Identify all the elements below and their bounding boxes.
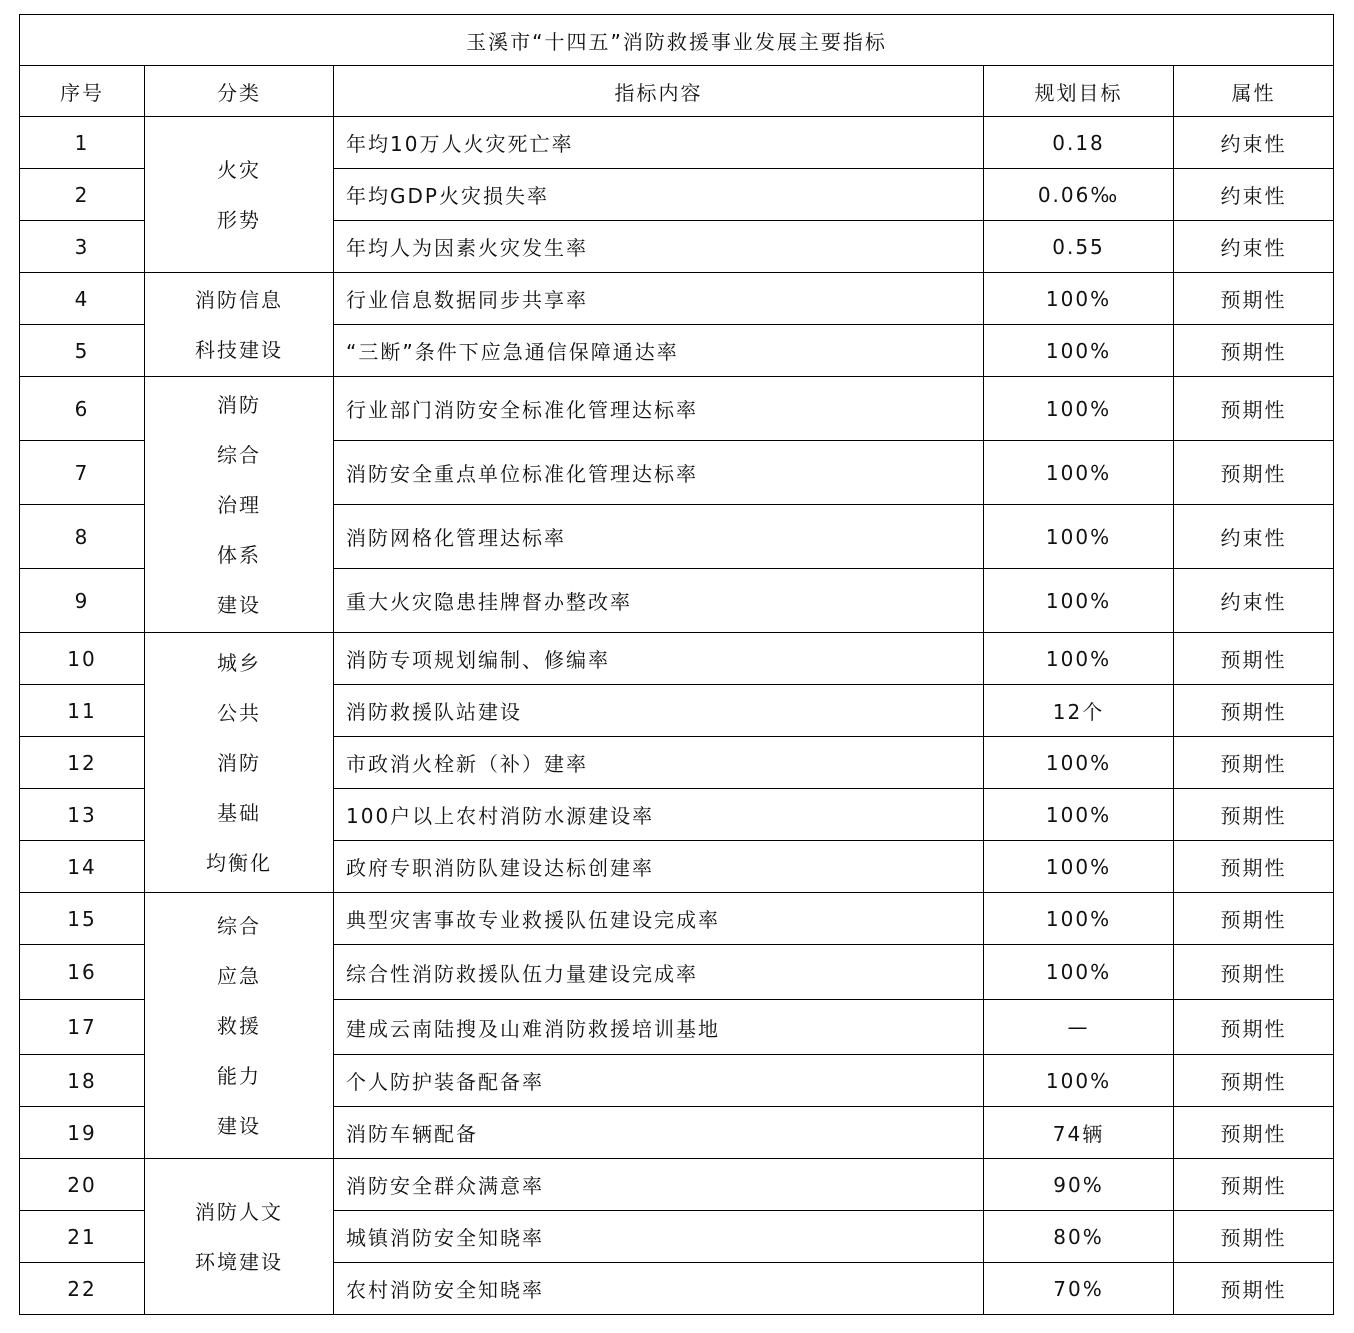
category-label: 救援 — [217, 1013, 261, 1038]
row-target: 100% — [984, 377, 1174, 441]
category-cell — [145, 1159, 334, 1315]
row-content: 建成云南陆搜及山难消防救援培训基地 — [334, 1000, 984, 1055]
category-cell — [145, 273, 334, 377]
category-label: 形势 — [217, 207, 261, 232]
row-target: 12个 — [984, 685, 1174, 737]
row-target: 100% — [984, 893, 1174, 945]
category-cell — [145, 633, 334, 893]
row-target: — — [984, 1000, 1174, 1055]
category-label: 公共 — [217, 700, 261, 725]
category-label: 综合 — [217, 442, 261, 467]
row-content: 100户以上农村消防水源建设率 — [334, 789, 984, 841]
row-seq: 17 — [20, 1000, 145, 1055]
row-attribute: 预期性 — [1174, 1211, 1334, 1263]
row-target: 100% — [984, 737, 1174, 789]
row-attribute: 预期性 — [1174, 789, 1334, 841]
row-content: 消防安全重点单位标准化管理达标率 — [334, 441, 984, 505]
row-attribute: 预期性 — [1174, 685, 1334, 737]
category-label: 科技建设 — [195, 337, 283, 362]
row-seq: 4 — [20, 273, 145, 325]
table-row — [20, 377, 1334, 441]
row-content: 城镇消防安全知晓率 — [334, 1211, 984, 1263]
category-label: 火灾 — [217, 157, 261, 182]
row-target: 74辆 — [984, 1107, 1174, 1159]
row-attribute: 预期性 — [1174, 1263, 1334, 1315]
row-seq: 3 — [20, 221, 145, 273]
row-seq: 9 — [20, 569, 145, 633]
table-row — [20, 633, 1334, 685]
row-content: 综合性消防救援队伍力量建设完成率 — [334, 945, 984, 1000]
category-label: 应急 — [217, 963, 261, 988]
row-seq: 21 — [20, 1211, 145, 1263]
header-category: 分类 — [145, 66, 334, 117]
row-target: 70% — [984, 1263, 1174, 1315]
category-label: 建设 — [217, 592, 261, 617]
table-body — [20, 117, 1334, 1315]
row-seq: 7 — [20, 441, 145, 505]
row-target: 100% — [984, 441, 1174, 505]
row-seq: 20 — [20, 1159, 145, 1211]
row-target: 90% — [984, 1159, 1174, 1211]
row-seq: 22 — [20, 1263, 145, 1315]
category-label: 治理 — [217, 492, 261, 517]
table-row — [20, 117, 1334, 169]
row-target: 100% — [984, 789, 1174, 841]
row-content: 年均人为因素火灾发生率 — [334, 221, 984, 273]
row-attribute: 预期性 — [1174, 841, 1334, 893]
row-seq: 16 — [20, 945, 145, 1000]
row-seq: 2 — [20, 169, 145, 221]
header-content: 指标内容 — [334, 66, 984, 117]
row-attribute: 预期性 — [1174, 1055, 1334, 1107]
category-label: 综合 — [217, 913, 261, 938]
table-row — [20, 893, 1334, 945]
row-attribute: 预期性 — [1174, 633, 1334, 685]
category-label: 均衡化 — [206, 850, 272, 875]
category-label: 体系 — [217, 542, 261, 567]
row-content: 政府专职消防队建设达标创建率 — [334, 841, 984, 893]
row-seq: 8 — [20, 505, 145, 569]
row-attribute: 预期性 — [1174, 737, 1334, 789]
header-seq: 序号 — [20, 66, 145, 117]
header-target: 规划目标 — [984, 66, 1174, 117]
row-target: 100% — [984, 569, 1174, 633]
row-content: 年均10万人火灾死亡率 — [334, 117, 984, 169]
row-content: 市政消火栓新（补）建率 — [334, 737, 984, 789]
row-target: 100% — [984, 633, 1174, 685]
category-cell — [145, 893, 334, 1159]
row-target: 100% — [984, 945, 1174, 1000]
row-content: 个人防护装备配备率 — [334, 1055, 984, 1107]
row-attribute: 预期性 — [1174, 1159, 1334, 1211]
row-target: 80% — [984, 1211, 1174, 1263]
category-label: 消防人文 — [195, 1199, 283, 1224]
category-label: 消防信息 — [195, 287, 283, 312]
row-content: 行业部门消防安全标准化管理达标率 — [334, 377, 984, 441]
row-seq: 13 — [20, 789, 145, 841]
row-attribute: 预期性 — [1174, 377, 1334, 441]
row-target: 100% — [984, 1055, 1174, 1107]
category-label: 消防 — [217, 392, 261, 417]
row-seq: 6 — [20, 377, 145, 441]
row-seq: 19 — [20, 1107, 145, 1159]
row-attribute: 预期性 — [1174, 273, 1334, 325]
row-content: “三断”条件下应急通信保障通达率 — [334, 325, 984, 377]
category-label: 能力 — [217, 1063, 261, 1088]
row-seq: 15 — [20, 893, 145, 945]
row-content: 重大火灾隐患挂牌督办整改率 — [334, 569, 984, 633]
row-target: 0.55 — [984, 221, 1174, 273]
category-label: 建设 — [217, 1113, 261, 1138]
row-seq: 12 — [20, 737, 145, 789]
row-target: 100% — [984, 505, 1174, 569]
row-attribute: 约束性 — [1174, 569, 1334, 633]
table-title: 玉溪市“十四五”消防救援事业发展主要指标 — [20, 15, 1334, 66]
row-attribute: 预期性 — [1174, 1107, 1334, 1159]
row-attribute: 预期性 — [1174, 1000, 1334, 1055]
row-content: 农村消防安全知晓率 — [334, 1263, 984, 1315]
category-label: 基础 — [217, 800, 261, 825]
row-attribute: 预期性 — [1174, 893, 1334, 945]
row-seq: 5 — [20, 325, 145, 377]
row-seq: 1 — [20, 117, 145, 169]
row-attribute: 预期性 — [1174, 325, 1334, 377]
row-content: 消防安全群众满意率 — [334, 1159, 984, 1211]
row-attribute: 预期性 — [1174, 441, 1334, 505]
row-seq: 10 — [20, 633, 145, 685]
row-attribute: 约束性 — [1174, 117, 1334, 169]
table-row — [20, 1159, 1334, 1211]
category-label: 环境建设 — [195, 1249, 283, 1274]
row-target: 0.06‰ — [984, 169, 1174, 221]
table-row — [20, 273, 1334, 325]
category-cell — [145, 117, 334, 273]
row-content: 典型灾害事故专业救援队伍建设完成率 — [334, 893, 984, 945]
row-content: 消防救援队站建设 — [334, 685, 984, 737]
row-attribute: 预期性 — [1174, 945, 1334, 1000]
row-target: 100% — [984, 325, 1174, 377]
category-cell — [145, 377, 334, 633]
row-content: 消防车辆配备 — [334, 1107, 984, 1159]
row-target: 0.18 — [984, 117, 1174, 169]
row-seq: 14 — [20, 841, 145, 893]
row-attribute: 约束性 — [1174, 169, 1334, 221]
row-content: 消防专项规划编制、修编率 — [334, 633, 984, 685]
row-content: 行业信息数据同步共享率 — [334, 273, 984, 325]
category-label: 消防 — [217, 750, 261, 775]
row-content: 消防网格化管理达标率 — [334, 505, 984, 569]
row-seq: 11 — [20, 685, 145, 737]
row-seq: 18 — [20, 1055, 145, 1107]
indicators-table — [19, 14, 1334, 1315]
row-attribute: 约束性 — [1174, 221, 1334, 273]
row-target: 100% — [984, 273, 1174, 325]
category-label: 城乡 — [217, 650, 261, 675]
header-attribute: 属性 — [1174, 66, 1334, 117]
row-target: 100% — [984, 841, 1174, 893]
row-attribute: 约束性 — [1174, 505, 1334, 569]
row-content: 年均GDP火灾损失率 — [334, 169, 984, 221]
